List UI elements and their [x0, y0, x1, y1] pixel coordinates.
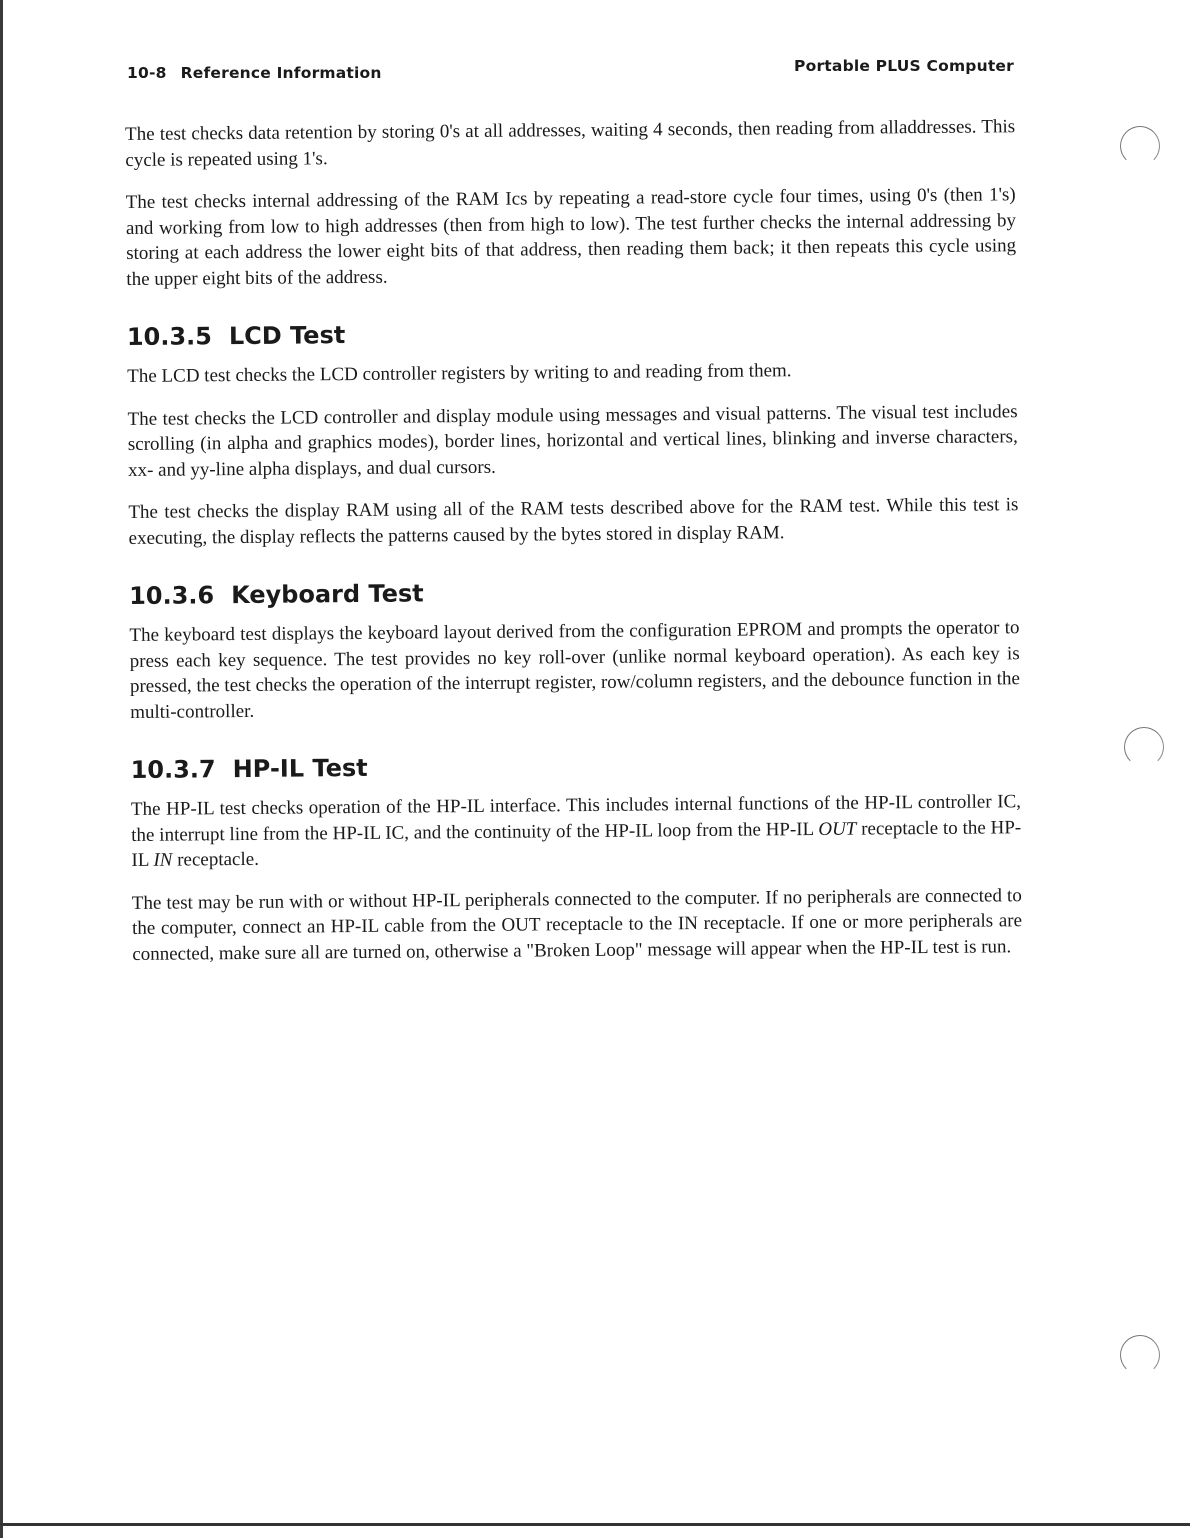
ram-paragraph-1: The test checks data retention by storing 0's at all addresses, waiting 4 seconds, then reading from alladdresses. This cycle is repeated using 1's. — [125, 116, 1016, 171]
hpil-paragraph-1 — [131, 789, 1022, 873]
page-number: 10-8 — [127, 64, 167, 82]
page-bottom-edge — [0, 1523, 1190, 1526]
page-left-edge — [0, 0, 3, 1538]
section-number: 10.3.5 — [126, 322, 213, 351]
binder-hole-bottom — [1120, 1335, 1160, 1375]
binder-hole-top — [1120, 126, 1160, 166]
hpil-text-part1: The HP-IL test checks operation of the HP-IL interface. This includes internal functions of the HP-IL controller IC, the interrupt line from the HP-IL IC, and the continuity of the HP-IL loop from the HP-IL — [130, 791, 1022, 846]
keyboard-paragraph-1: The keyboard test displays the keyboard layout derived from the configuration EPROM and prompts the operator to press each key sequence. The test provides no key roll-over (unlike normal keyboard operation). As each key is pressed, the test checks the operation of the interrupt register, row/column registers, and the debounce function in the multi-controller. — [129, 617, 1020, 723]
out-receptacle-term: OUT — [818, 818, 857, 840]
hpil-text-part3: receptacle. — [172, 848, 260, 871]
running-head-left — [127, 64, 382, 82]
page-content — [125, 114, 1022, 967]
hpil-paragraph-2: The test may be run with or without HP-IL peripherals connected to the computer. If no peripherals are connected to the computer, connect an HP-IL cable from the OUT receptacle to the IN receptacle. If one or more peripherals are connected, make sure all are turned on, otherwise a "Broken Loop" message will appear when the HP-IL test is run. — [131, 884, 1023, 965]
binder-hole-middle — [1124, 727, 1164, 767]
ram-paragraph-2: The test checks internal addressing of the RAM Ics by repeating a read-store cycle four times, using 0's (then 1's) and working from low to high addresses (then from high to low). The test further checks the internal addressing by storing at each address the lower eight bits of that address, then reading them back; it then repeats this cycle using the upper eight bits of the address. — [125, 184, 1017, 290]
lcd-paragraph-2: The test checks the LCD controller and display module using messages and visual patterns. The visual test includes scrolling (in alpha and graphics modes), border lines, horizontal and vertical lines, blinking and inverse characters, xx- and yy-line alpha displays, and dual cursors. — [127, 400, 1018, 481]
section-title: LCD Test — [228, 321, 346, 351]
lcd-paragraph-3: The test checks the display RAM using all of the RAM tests described above for the RAM test. While this test is executing, the display reflects the patterns caused by the bytes stored in display RAM. — [128, 494, 1019, 549]
section-number: 10.3.6 — [129, 581, 215, 610]
lcd-paragraph-1: The LCD test checks the LCD controller registers by writing to and reading from them. — [127, 360, 792, 387]
in-receptacle-term: IN — [153, 849, 173, 871]
running-head-right: Portable PLUS Computer — [794, 57, 1014, 75]
section-title: Keyboard Test — [231, 579, 424, 610]
hpil-text-part2: receptacle to the HP-IL — [131, 816, 1022, 871]
section-title: HP-IL Test — [232, 753, 368, 784]
chapter-title: Reference Information — [180, 64, 382, 82]
section-number: 10.3.7 — [130, 755, 216, 784]
